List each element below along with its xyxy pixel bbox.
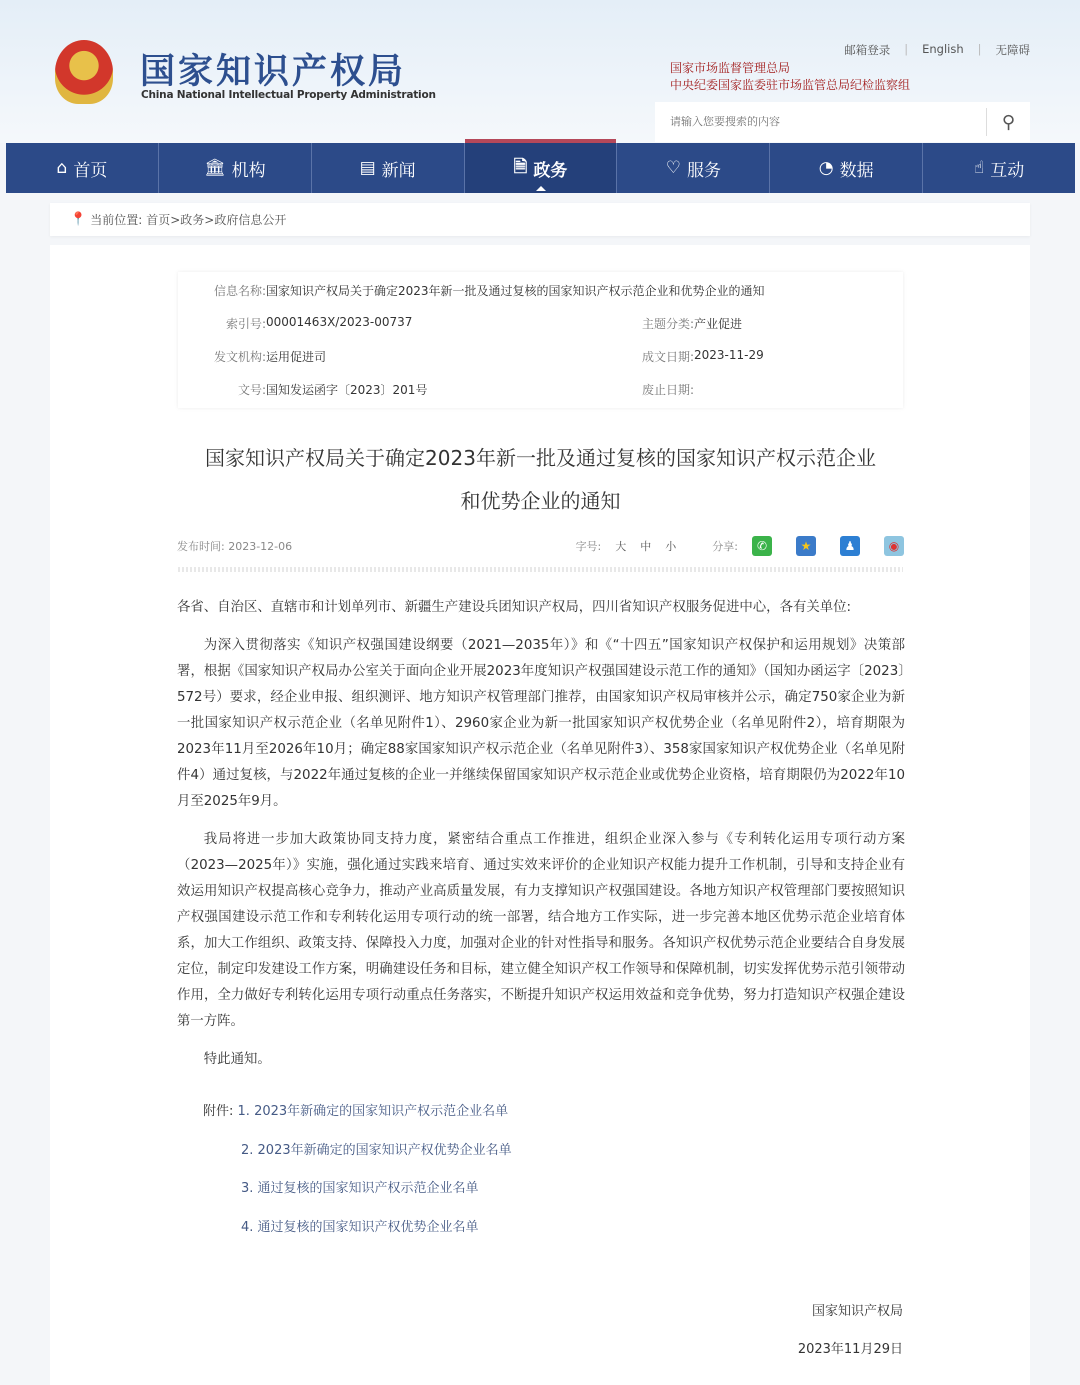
attachments-label: 附件:: [203, 1104, 234, 1119]
hand-pointer-icon: ☝: [973, 158, 985, 178]
attachments: [203, 1100, 512, 1254]
article-body: [177, 595, 905, 1085]
breadcrumb-prefix: 当前位置:: [90, 213, 143, 227]
main-nav: [6, 143, 1075, 193]
info-docno: 国知发运函字〔2023〕201号: [266, 383, 428, 397]
english-link[interactable]: English: [922, 42, 964, 56]
paragraph: 为深入贯彻落实《知识产权强国建设纲要（2021—2035年）》和《“十四五”国家知识产权保护和运用规划》决策部署，根据《国家知识产权局办公室关于面向企业开展2023年度知识产权强国建设示范工作的通知》（国知办函运字〔2023〕572号）要求，经企业申报、组织测评、地方知识产权管理部门推荐，由国家知识产权局审核并公示，确定750家企业为新一批国家知识产权示范企业（名单见附件1）、2960家企业为新一批国家知识产权优势企业（名单见附件2），培育期限为2023年11月至2026年10月；确定88家国家知识产权示范企业（名单见附件3）、358家国家知识产权优势企业（名单见附件4）通过复核，与2022年通过复核的企业一并继续保留国家知识产权示范企业或优势企业资格，培育期限仍为2022年10月至2025年9月。: [177, 638, 905, 809]
wechat-icon[interactable]: ✆: [752, 536, 772, 556]
article-meta: [177, 535, 904, 557]
search-input[interactable]: [655, 116, 986, 128]
accessibility-link[interactable]: 无障碍: [995, 43, 1030, 57]
discipline-link[interactable]: 中央纪委国家监委驻市场监管总局纪检监察组: [670, 78, 911, 92]
pie-chart-icon: ◔: [818, 158, 834, 178]
national-emblem-logo: [55, 40, 113, 104]
info-name: 国家知识产权局关于确定2023年新一批及通过复核的国家知识产权示范企业和优势企业的通知: [266, 284, 765, 298]
site-logo-subtitle: China National Intellectual Property Administration: [141, 89, 436, 101]
nav-label: 服务: [686, 160, 721, 181]
location-pin-icon: 📍: [70, 212, 87, 227]
info-date-label: 成文日期:: [641, 350, 694, 364]
info-topic-label: 主题分类:: [641, 317, 694, 331]
top-links: [844, 42, 1030, 58]
info-index-label: 索引号:: [225, 317, 266, 331]
heart-hand-icon: ♡: [665, 158, 681, 178]
publish-time: 发布时间: 2023-12-06: [177, 540, 293, 553]
nav-data[interactable]: [770, 143, 923, 193]
nav-label: 机构: [231, 160, 266, 181]
signature-date: 2023年11月29日: [797, 1342, 903, 1357]
info-date: 2023-11-29: [694, 348, 764, 362]
nav-interaction[interactable]: [923, 143, 1075, 193]
nav-home[interactable]: [6, 143, 159, 193]
site-header: [0, 0, 1080, 143]
content-panel: [50, 245, 1030, 1385]
nav-label: 首页: [73, 160, 108, 181]
divider: [178, 567, 903, 572]
info-index: 00001463X/2023-00737: [266, 315, 413, 329]
nav-services[interactable]: [617, 143, 770, 193]
site-logo-title[interactable]: 国家知识产权局: [140, 52, 407, 92]
font-medium-button[interactable]: 中: [640, 540, 652, 553]
font-small-button[interactable]: 小: [665, 540, 677, 553]
nav-news[interactable]: [312, 143, 465, 193]
font-size-label: 字号:: [575, 540, 602, 553]
info-expire-label: 废止日期:: [641, 383, 694, 397]
info-name-label: 信息名称:: [213, 284, 266, 298]
search-icon: ⚲: [1001, 111, 1016, 133]
breadcrumb: [50, 203, 1030, 236]
info-org-label: 发文机构:: [213, 350, 266, 364]
signature: 国家知识产权局: [811, 1304, 903, 1319]
document-info-box: [178, 272, 903, 408]
qzone-icon[interactable]: ★: [796, 536, 816, 556]
search-button[interactable]: [986, 108, 1030, 136]
attachment-link[interactable]: 3. 通过复核的国家知识产权示范企业名单: [241, 1181, 479, 1196]
attachment-link[interactable]: 4. 通过复核的国家知识产权优势企业名单: [241, 1219, 479, 1235]
closing: 特此通知。: [203, 1052, 271, 1067]
paragraph: 我局将进一步加大政策协同支持力度，紧密结合重点工作推进，组织企业深入参与《专利转化运用专项行动方案（2023—2025年）》实施，强化通过实践来培育、通过实效来评价的企业知识产权能力提升工作机制，引导和支持企业有效运用知识产权提高核心竞争力，推动产业高质量发展，有力支撑知识产权强国建设。各地方知识产权管理部门要按照知识产权强国建设示范工作和专利转化运用专项行动的统一部署，结合地方工作实际，进一步完善本地区优势示范企业培育体系，加大工作组织、政策支持、保障投入力度，加强对企业的针对性指导和服务。各知识产权优势示范企业要结合自身发展定位，制定印发建设工作方案，明确建设任务和目标，建立健全知识产权工作领导和保障机制，切实发挥优势示范引领带动作用，全力做好专利转化运用专项行动重点任务落实，不断提升知识产权运用效益和竞争优势，努力打造知识产权强企建设第一方阵。: [177, 832, 905, 1029]
info-docno-label: 文号:: [237, 383, 266, 397]
divider: |: [904, 42, 909, 56]
gov-links: [670, 60, 910, 94]
newspaper-icon: ▤: [359, 158, 376, 178]
search-bar: [655, 102, 1030, 142]
nav-label: 数据: [839, 160, 874, 181]
info-topic: 产业促进: [694, 317, 743, 331]
nav-label: 新闻: [381, 160, 416, 181]
signature-block: [798, 1293, 903, 1369]
salutation: 各省、自治区、直辖市和计划单列市、新疆生产建设兵团知识产权局，四川省知识产权服务促进中心，各有关单位:: [177, 600, 852, 615]
mail-login-link[interactable]: 邮箱登录: [844, 43, 891, 57]
nav-label: 互动: [990, 160, 1025, 181]
breadcrumb-path[interactable]: 首页>政务>政府信息公开: [146, 213, 287, 227]
nav-organization[interactable]: [159, 143, 312, 193]
title-line: 国家知识产权局关于确定2023年新一批及通过复核的国家知识产权示范企业: [205, 446, 876, 470]
title-line: 和优势企业的通知: [460, 489, 621, 513]
document-icon: 🗎: [513, 156, 528, 177]
nav-label: 政务: [533, 160, 568, 181]
font-large-button[interactable]: 大: [615, 540, 627, 553]
article-title: [178, 437, 903, 523]
attachment-link[interactable]: 2. 2023年新确定的国家知识产权优势企业名单: [241, 1142, 512, 1158]
samr-link[interactable]: 国家市场监督管理总局: [670, 61, 791, 75]
info-org: 运用促进司: [266, 350, 327, 364]
attachment-link[interactable]: 1. 2023年新确定的国家知识产权示范企业名单: [237, 1104, 509, 1119]
home-icon: ⌂: [56, 158, 68, 178]
qq-icon[interactable]: ♟: [840, 536, 860, 556]
building-icon: 🏛: [203, 158, 226, 178]
nav-government-affairs[interactable]: [465, 143, 618, 193]
weibo-icon[interactable]: ◉: [884, 536, 904, 556]
divider: |: [977, 42, 982, 56]
share-label: 分享:: [712, 540, 738, 553]
